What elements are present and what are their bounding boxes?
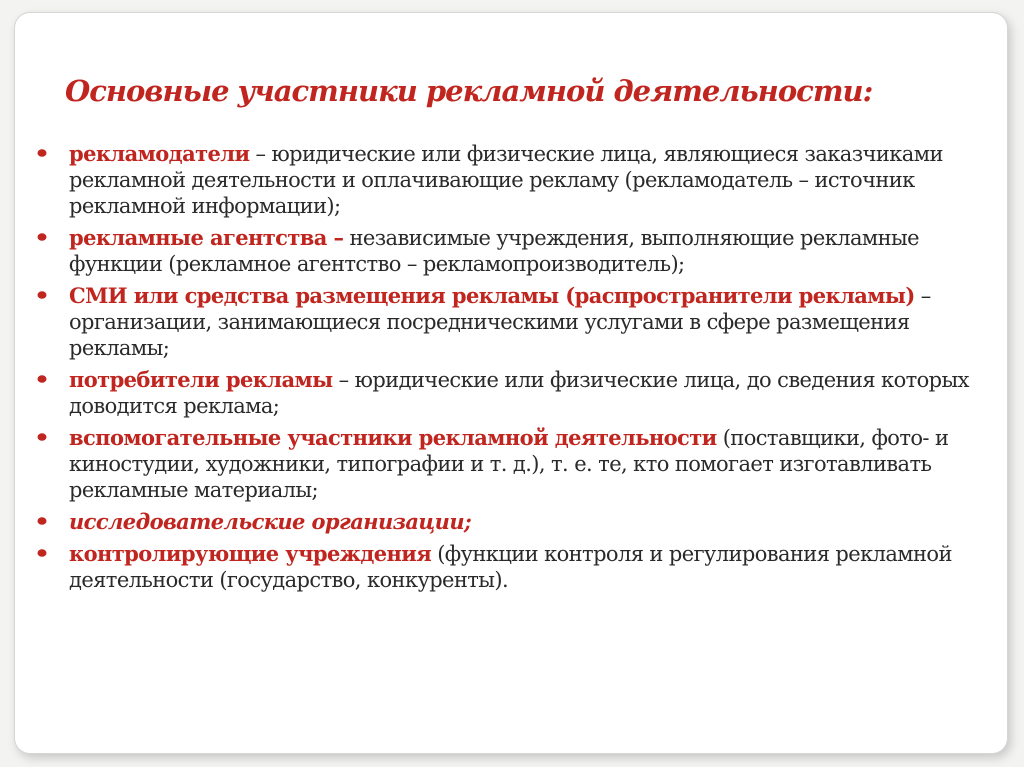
ellipse-bullet-icon <box>37 290 47 300</box>
item-text: – юридические или физические лица, являющиеся заказчиками рекламной деятельности и оплачивающие рекламу (рекламодатель – источник рекламной информации); <box>69 142 943 218</box>
item-text: (поставщики, фото- и киностудии, художники, типографии и т. д.), т. е. те, кто помогает изготавливать рекламные материалы; <box>69 426 949 502</box>
item-term: вспомогательные участники рекламной деятельности <box>69 425 717 450</box>
item-text: – юридические или физические лица, до сведения которых доводится реклама; <box>69 368 969 418</box>
item-term: СМИ или средства размещения рекламы (распространители рекламы) <box>69 283 915 308</box>
item-text: – организации, занимающиеся посредническими услугами в сфере размещения рекламы; <box>69 284 931 360</box>
list-item <box>35 425 995 503</box>
ellipse-bullet-icon <box>37 374 47 384</box>
item-term: исследовательские организации; <box>69 509 472 534</box>
ellipse-bullet-icon <box>37 148 47 158</box>
list-item <box>35 541 995 593</box>
ellipse-bullet-icon <box>37 548 47 558</box>
list-item <box>35 225 995 277</box>
ellipse-bullet-icon <box>37 516 47 526</box>
list-item <box>35 509 995 535</box>
item-text: независимые учреждения, выполняющие рекламные функции (рекламное агентство – рекламопроизводитель); <box>69 226 919 276</box>
ellipse-bullet-icon <box>37 432 47 442</box>
item-term: рекламные агентства – <box>69 225 344 250</box>
list-item <box>35 283 995 361</box>
item-term: рекламодатели <box>69 141 250 166</box>
participants-list <box>35 141 995 599</box>
list-item <box>35 141 995 219</box>
slide-title: Основные участники рекламной деятельности: <box>65 74 873 108</box>
item-term: контролирующие учреждения <box>69 541 432 566</box>
item-term: потребители рекламы <box>69 367 333 392</box>
list-item <box>35 367 995 419</box>
ellipse-bullet-icon <box>37 232 47 242</box>
item-text: (функции контроля и регулирования рекламной деятельности (государство, конкуренты). <box>69 542 952 592</box>
slide <box>14 12 1008 754</box>
